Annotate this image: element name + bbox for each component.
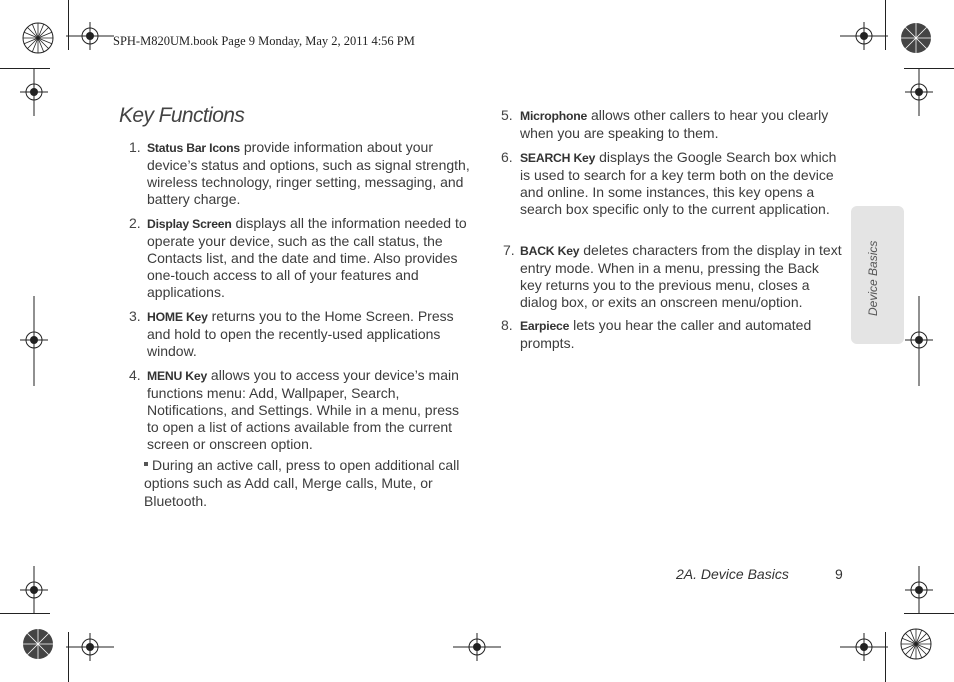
page-number: 9: [835, 566, 843, 582]
item-description: displays all the information needed to operate your device, such as the call status, the Contacts list, and the date and time. Also provides one-touch access to all of your features and applications.: [147, 215, 467, 300]
item-description: provide information about your device’s status and options, such as signal strength, wireless technology, ringer setting, messaging, and battery charge.: [147, 139, 470, 207]
item-number: 2.: [129, 215, 141, 231]
item-term: SEARCH Key: [520, 151, 596, 165]
crosshair-target-icon: [66, 633, 114, 661]
crosshair-target-icon: [905, 296, 933, 386]
side-tab-label: Device Basics: [866, 240, 880, 316]
crosshair-target-icon: [905, 68, 933, 116]
bullet-icon: [144, 462, 148, 466]
item-number: 1.: [129, 139, 141, 155]
crosshair-target-icon: [840, 22, 888, 50]
list-item: [147, 367, 473, 453]
item-number: 7.: [503, 242, 515, 258]
item-term: Earpiece: [520, 319, 570, 333]
sunburst-target-icon: [899, 627, 933, 661]
crosshair-target-icon: [840, 633, 888, 661]
item-description: lets you hear the caller and automated prompts.: [520, 317, 812, 351]
sunburst-target-icon: [21, 627, 55, 661]
crosshair-target-icon: [905, 566, 933, 614]
item-number: 5.: [501, 107, 513, 123]
crosshair-target-icon: [20, 566, 48, 614]
item-description: deletes characters from the display in text entry mode. When in a menu, pressing the Back key returns you to the previous menu, closes a dialog box, or exits an onscreen menu/option.: [520, 242, 842, 310]
crosshair-target-icon: [66, 22, 114, 50]
item-description: allows you to access your device’s main functions menu: Add, Wallpaper, Search, Notifications, and Settings. While in a menu, press to open a list of actions available from the current screen or onscreen option.: [147, 367, 460, 452]
crosshair-target-icon: [20, 68, 48, 116]
item-term: BACK Key: [520, 244, 580, 258]
item-description: returns you to the Home Screen. Press and hold to open the recently-used applications window.: [147, 308, 454, 359]
list-item: [147, 139, 473, 208]
item-number: 3.: [129, 308, 141, 324]
item-number: 6.: [501, 149, 513, 165]
print-header: SPH-M820UM.book Page 9 Monday, May 2, 2011 4:56 PM: [113, 34, 415, 48]
item-number: 4.: [129, 367, 141, 383]
list-item: [147, 215, 473, 301]
page-title: Key Functions: [119, 104, 245, 127]
item-number: 8.: [501, 317, 513, 333]
list-item: [520, 317, 844, 352]
crosshair-target-icon: [20, 296, 48, 386]
list-item: [520, 107, 844, 142]
item-term: HOME Key: [147, 310, 208, 324]
crosshair-target-icon: [453, 633, 501, 661]
item-term: Status Bar Icons: [147, 141, 240, 155]
sub-bullet-item: [144, 457, 474, 511]
list-item: [520, 242, 844, 311]
item-term: Microphone: [520, 109, 588, 123]
sunburst-target-icon: [899, 21, 933, 55]
item-term: MENU Key: [147, 369, 208, 383]
item-description: displays the Google Search box which is used to search for a key term both on the device and online. In some instances, this key opens a search box specific only to the current application.: [520, 149, 837, 217]
list-item: [520, 149, 844, 218]
item-term: Display Screen: [147, 217, 232, 231]
sub-bullet-text: During an active call, press to open additional call options such as Add call, Merge calls, Mute, or Bluetooth.: [144, 457, 460, 509]
sunburst-target-icon: [21, 21, 55, 55]
item-description: allows other callers to hear you clearly when you are speaking to them.: [520, 107, 829, 141]
list-item: [147, 308, 473, 360]
footer-section-title: 2A. Device Basics: [676, 566, 789, 582]
